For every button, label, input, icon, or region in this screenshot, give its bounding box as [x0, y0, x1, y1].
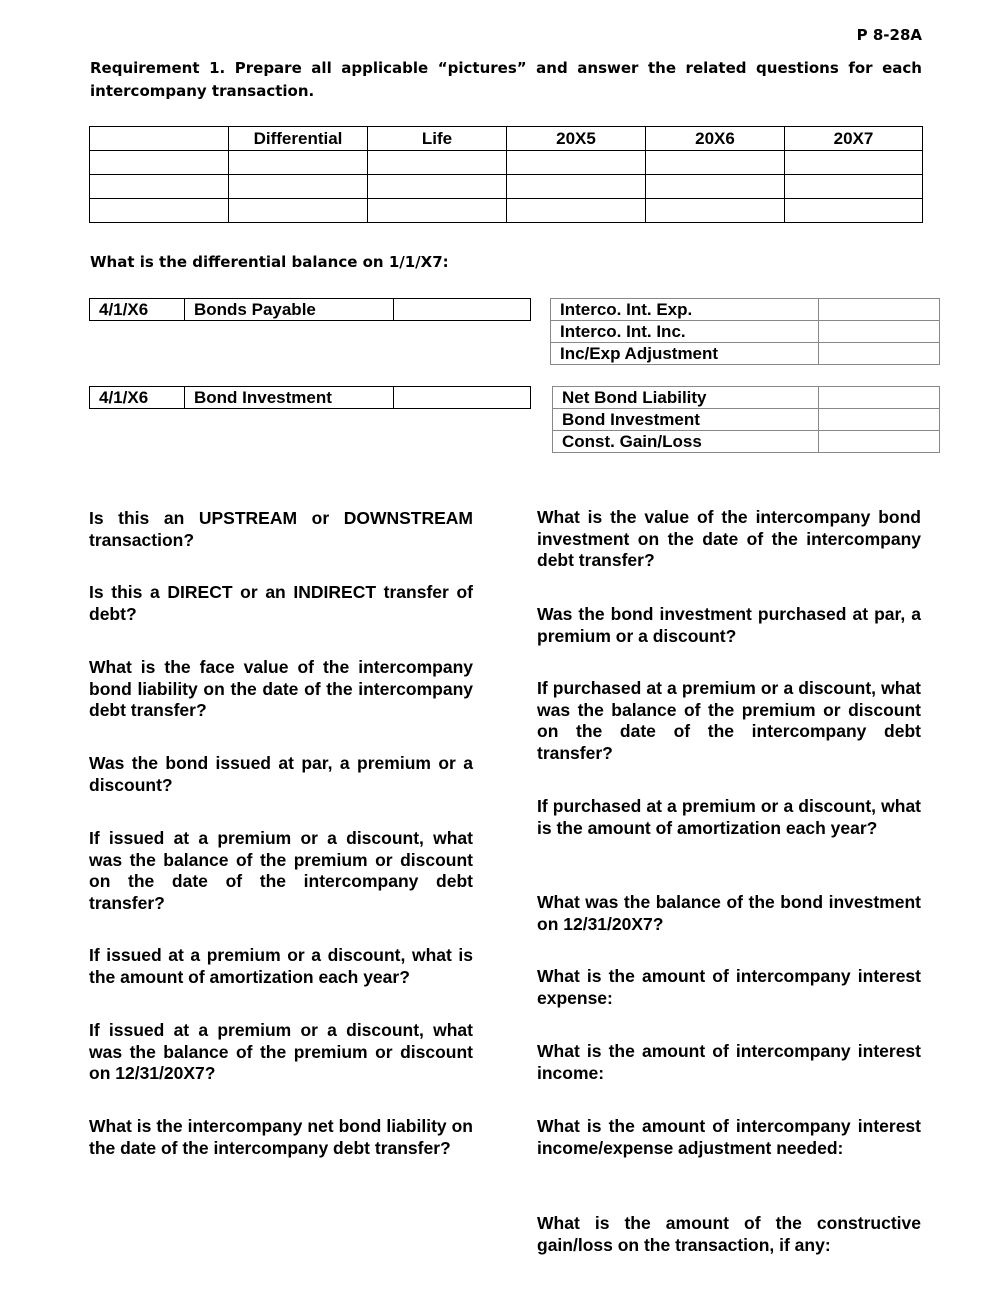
summary-value[interactable]	[819, 409, 940, 431]
table-cell[interactable]	[785, 175, 923, 199]
question-interest-adjustment: What is the amount of intercompany interest income/expense adjustment needed:	[537, 1116, 921, 1158]
bonds-payable-account	[89, 298, 531, 321]
table-cell[interactable]	[229, 199, 368, 223]
summary-value[interactable]	[819, 387, 940, 409]
table-row	[90, 175, 923, 199]
question-interest-expense: What is the amount of intercompany interest expense:	[537, 966, 921, 1008]
question-issue-premium-balance-20x7: If issued at a premium or a discount, what was the balance of the premium or discount on 12/31/20X7?	[89, 1020, 473, 1083]
problem-id: P 8-28A	[856, 26, 922, 44]
question-purchase-amortization: If purchased at a premium or a discount, what is the amount of amortization each year?	[537, 796, 921, 838]
bond-summary-table	[552, 386, 940, 453]
summary-label: Const. Gain/Loss	[553, 431, 819, 453]
question-interest-income: What is the amount of intercompany interest income:	[537, 1041, 921, 1083]
table-row	[90, 199, 923, 223]
summary-value[interactable]	[819, 431, 940, 453]
question-net-bond-liability: What is the intercompany net bond liability on the date of the intercompany debt transfer?	[89, 1116, 473, 1158]
question-issued-par-premium-discount: Was the bond issued at par, a premium or a discount?	[89, 753, 473, 795]
column-header-differential: Differential	[229, 127, 368, 151]
interest-summary-table	[550, 298, 940, 365]
table-cell[interactable]	[368, 151, 507, 175]
table-cell[interactable]	[368, 199, 507, 223]
question-issue-premium-balance-transfer: If issued at a premium or a discount, what was the balance of the premium or discount on the date of the intercompany debt transfer?	[89, 828, 473, 913]
question-upstream-downstream: Is this an UPSTREAM or DOWNSTREAM transaction?	[89, 508, 473, 550]
table-cell[interactable]	[646, 199, 785, 223]
bond-investment-value[interactable]	[394, 387, 531, 409]
column-header-20x7: 20X7	[785, 127, 923, 151]
summary-value[interactable]	[819, 343, 940, 365]
summary-value[interactable]	[819, 299, 940, 321]
table-row	[553, 431, 940, 453]
table-cell[interactable]	[507, 151, 646, 175]
question-purchase-premium-balance-transfer: If purchased at a premium or a discount, what was the balance of the premium or discount on the date of the intercompany debt transfer?	[537, 678, 921, 763]
question-purchased-par-premium-discount: Was the bond investment purchased at par, a premium or a discount?	[537, 604, 921, 646]
summary-value[interactable]	[819, 321, 940, 343]
column-header	[90, 127, 229, 151]
column-header-20x6: 20X6	[646, 127, 785, 151]
summary-label: Net Bond Liability	[553, 387, 819, 409]
summary-label: Interco. Int. Exp.	[551, 299, 819, 321]
table-row	[551, 343, 940, 365]
table-cell[interactable]	[507, 199, 646, 223]
differential-table	[89, 126, 923, 223]
column-header-life: Life	[368, 127, 507, 151]
bond-investment-date: 4/1/X6	[90, 387, 185, 409]
differential-balance-question: What is the differential balance on 1/1/X7:	[90, 253, 449, 271]
question-bond-investment-balance-20x7: What was the balance of the bond investment on 12/31/20X7?	[537, 892, 921, 934]
table-cell[interactable]	[785, 151, 923, 175]
question-constructive-gain-loss: What is the amount of the constructive gain/loss on the transaction, if any:	[537, 1213, 921, 1255]
bond-investment-label: Bond Investment	[185, 387, 394, 409]
table-row	[551, 321, 940, 343]
bond-investment-account	[89, 386, 531, 409]
bonds-payable-date: 4/1/X6	[90, 299, 185, 321]
table-cell[interactable]	[646, 175, 785, 199]
requirement-instruction: Requirement 1. Prepare all applicable “pictures” and answer the related questions for each intercompany transaction.	[90, 59, 922, 100]
table-row	[553, 387, 940, 409]
table-row	[90, 299, 531, 321]
question-issue-amortization: If issued at a premium or a discount, what is the amount of amortization each year?	[89, 945, 473, 987]
table-cell[interactable]	[229, 151, 368, 175]
table-cell[interactable]	[785, 199, 923, 223]
table-cell[interactable]	[507, 175, 646, 199]
table-row	[553, 409, 940, 431]
summary-label: Interco. Int. Inc.	[551, 321, 819, 343]
question-face-value: What is the face value of the intercompany bond liability on the date of the intercompany debt transfer?	[89, 657, 473, 720]
question-bond-investment-value: What is the value of the intercompany bond investment on the date of the intercompany debt transfer?	[537, 507, 921, 570]
bonds-payable-value[interactable]	[394, 299, 531, 321]
summary-label: Bond Investment	[553, 409, 819, 431]
table-cell[interactable]	[646, 151, 785, 175]
summary-label: Inc/Exp Adjustment	[551, 343, 819, 365]
column-header-20x5: 20X5	[507, 127, 646, 151]
table-header-row	[90, 127, 923, 151]
table-cell[interactable]	[368, 175, 507, 199]
table-cell[interactable]	[90, 199, 229, 223]
table-row	[90, 387, 531, 409]
table-row	[551, 299, 940, 321]
question-direct-indirect: Is this a DIRECT or an INDIRECT transfer of debt?	[89, 582, 473, 624]
bonds-payable-label: Bonds Payable	[185, 299, 394, 321]
table-cell[interactable]	[90, 175, 229, 199]
table-cell[interactable]	[90, 151, 229, 175]
table-cell[interactable]	[229, 175, 368, 199]
table-row	[90, 151, 923, 175]
